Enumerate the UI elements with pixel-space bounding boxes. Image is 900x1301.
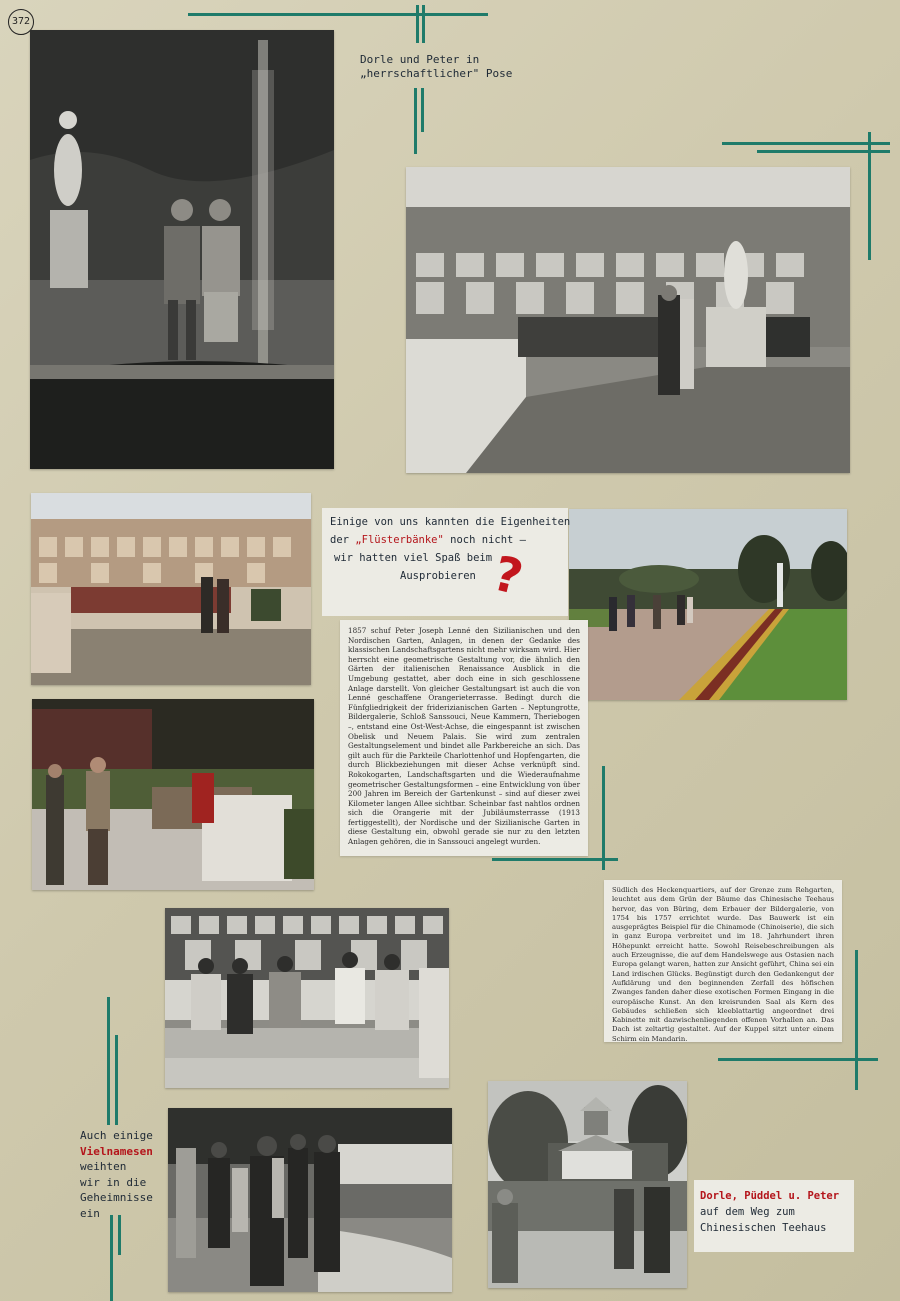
tape-stripe <box>115 1035 118 1125</box>
caption-teahouse-walk <box>700 1188 839 1236</box>
caption-guides-line4: wir in die <box>80 1175 147 1189</box>
caption-bench-line2-pre: der <box>330 534 349 546</box>
caption-guides-line1: Auch einige <box>80 1129 153 1142</box>
clipping-teahouse-text: Südlich des Heckenquartiers, auf der Grenze zum Rehgarten, leuchtet aus dem Grün der Bäume das Chinesische Teehaus hervor, das von Büring, dem Erbauer der Bildergalerie, von 1754 bis 1757 errichtet wurde. Das Bauwerk ist ein ausgeprägtes Beispiel für die Chinamode (Chinoiserie), die sich in ganz Europa verbreitet und im 18. Jahrhundert ihren Höhepunkt erreicht hatte. Sowohl Reisebeschreibungen als auch Erzeugnisse, die auf dem Handelswege aus Ostasien nach Europa gelangt waren, hatten zur Ansicht geführt, China sei ein Land irdischen Glücks. Begünstigt durch den Gedankengut der Aufklärung und den beginnenden Zerfall des höfischen Zwanges fanden daher diese exotischen Formen Eingang in die europäische Kunst. An den kreisrunden Saal als Kern des Gebäudes schließen sich kleeblattartig angeordnet drei Kabinette mit dazwischenliegenden offenen Vorhallen an. Das Dach ist zeltartig gestaltet. Auf der Kuppel sitzt unter einem Schirm ein Mandarin. <box>612 886 834 1042</box>
photo-group-walking <box>168 1108 452 1292</box>
tape-stripe <box>188 13 488 16</box>
photo-terrace-group <box>406 167 850 473</box>
caption-teahouse-names: Dorle, Püddel u. Peter <box>700 1190 840 1202</box>
photo-bench-sitters <box>165 908 449 1088</box>
caption-teahouse-line2: auf dem Weg zum <box>700 1206 795 1218</box>
tape-stripe <box>414 88 417 154</box>
caption-guides-line5: Geheimnisse <box>80 1191 153 1204</box>
tape-stripe <box>492 858 618 861</box>
clipping-sicilian-garden <box>340 620 588 856</box>
tape-stripe <box>718 1058 878 1061</box>
tape-stripe <box>107 997 110 1125</box>
page-number: 372 <box>8 9 34 35</box>
caption-bench-highlight: „Flüsterbänke" <box>355 534 444 546</box>
photo-chinese-teahouse <box>488 1081 687 1288</box>
caption-guides <box>80 1128 153 1221</box>
caption-bench-line4: Ausprobieren <box>400 570 476 582</box>
question-mark-icon: ? <box>487 545 529 607</box>
caption-guides-highlight: Vielnamesen <box>80 1144 153 1158</box>
caption-pose <box>360 53 512 81</box>
caption-whispering-benches <box>330 513 570 585</box>
photo-fountain <box>30 30 334 469</box>
caption-pose-line1: Dorle und Peter in <box>360 53 480 66</box>
caption-bench-line3: wir hatten viel Spaß beim <box>334 552 493 564</box>
tape-stripe <box>722 142 890 145</box>
photo-guide <box>32 699 314 890</box>
tape-stripe <box>118 1215 121 1255</box>
tape-stripe <box>421 88 424 132</box>
tape-stripe <box>855 950 858 1090</box>
caption-guides-line6: ein <box>80 1206 100 1220</box>
caption-bench-line2-post: noch nicht – <box>450 534 526 546</box>
photo-benches-color <box>31 493 311 685</box>
tape-stripe <box>422 5 425 43</box>
tape-stripe <box>110 1215 113 1301</box>
caption-teahouse-line3: Chinesischen Teehaus <box>700 1222 827 1234</box>
clipping-teahouse <box>604 880 842 1042</box>
caption-guides-line3: weihten <box>80 1160 127 1173</box>
photo-avenue <box>569 509 847 700</box>
tape-stripe <box>416 5 419 43</box>
caption-bench-line1: Einige von uns kannten die Eigenheiten <box>330 516 571 528</box>
caption-pose-line2: „herrschaftlicher" Pose <box>360 67 513 80</box>
tape-stripe <box>602 766 605 870</box>
tape-stripe <box>868 132 871 260</box>
clipping-sicilian-text: 1857 schuf Peter Joseph Lenné den Sizilianischen und den Nordischen Garten, Anlagen, in denen der Gedanke des klassischen Landschaftsgartens nicht mehr wirksam wird. Hier herrscht eine geometrische Gestaltung vor, die ähnlich den Gärten der italienischen Renaissance Ausblick in die Umgebung gestattet, aber doch eine in sich geschlossene Anlage darstellt. Von gleicher Gestaltungsart ist auch die von Lenné geschaffene Orangerieterrasse. Bedingt durch die Fünfgliedrigkeit der friderizianischen Garten – Neptungrotte, Bildergalerie, Schloß Sanssouci, Neue Kammern, Theriebogen –, entstand eine Ost-West-Achse, die eingespannt ist zwischen Obelisk und Neuem Palais. Sie wird zum zentralen Gestaltungselement und bindet alle Parkbereiche an sich. Das gilt auch für die Parkteile Charlottenhof und Hopfengarten, die durch Blickbeziehungen mit dieser Achse verknüpft sind. Rokokogarten, Landschaftsgarten und die Wiederaufnahme geometrischer Gestaltungsformen – eine Entwicklung von über 200 Jahren im Bereich der Gartenkunst – sind auf dieser zwei Kilometer langen Allee sichtbar. Scheinbar fast nahtlos ordnen sich die Orangerie mit der Jubiläumsterrasse (1913 fertiggestellt), der Nordische und der Sizilianische Garten in diese Gestaltung ein, obwohl gerade sie nur zu den letzten Anlagen gehören, die in Sanssouci angelegt wurden. <box>348 626 580 847</box>
